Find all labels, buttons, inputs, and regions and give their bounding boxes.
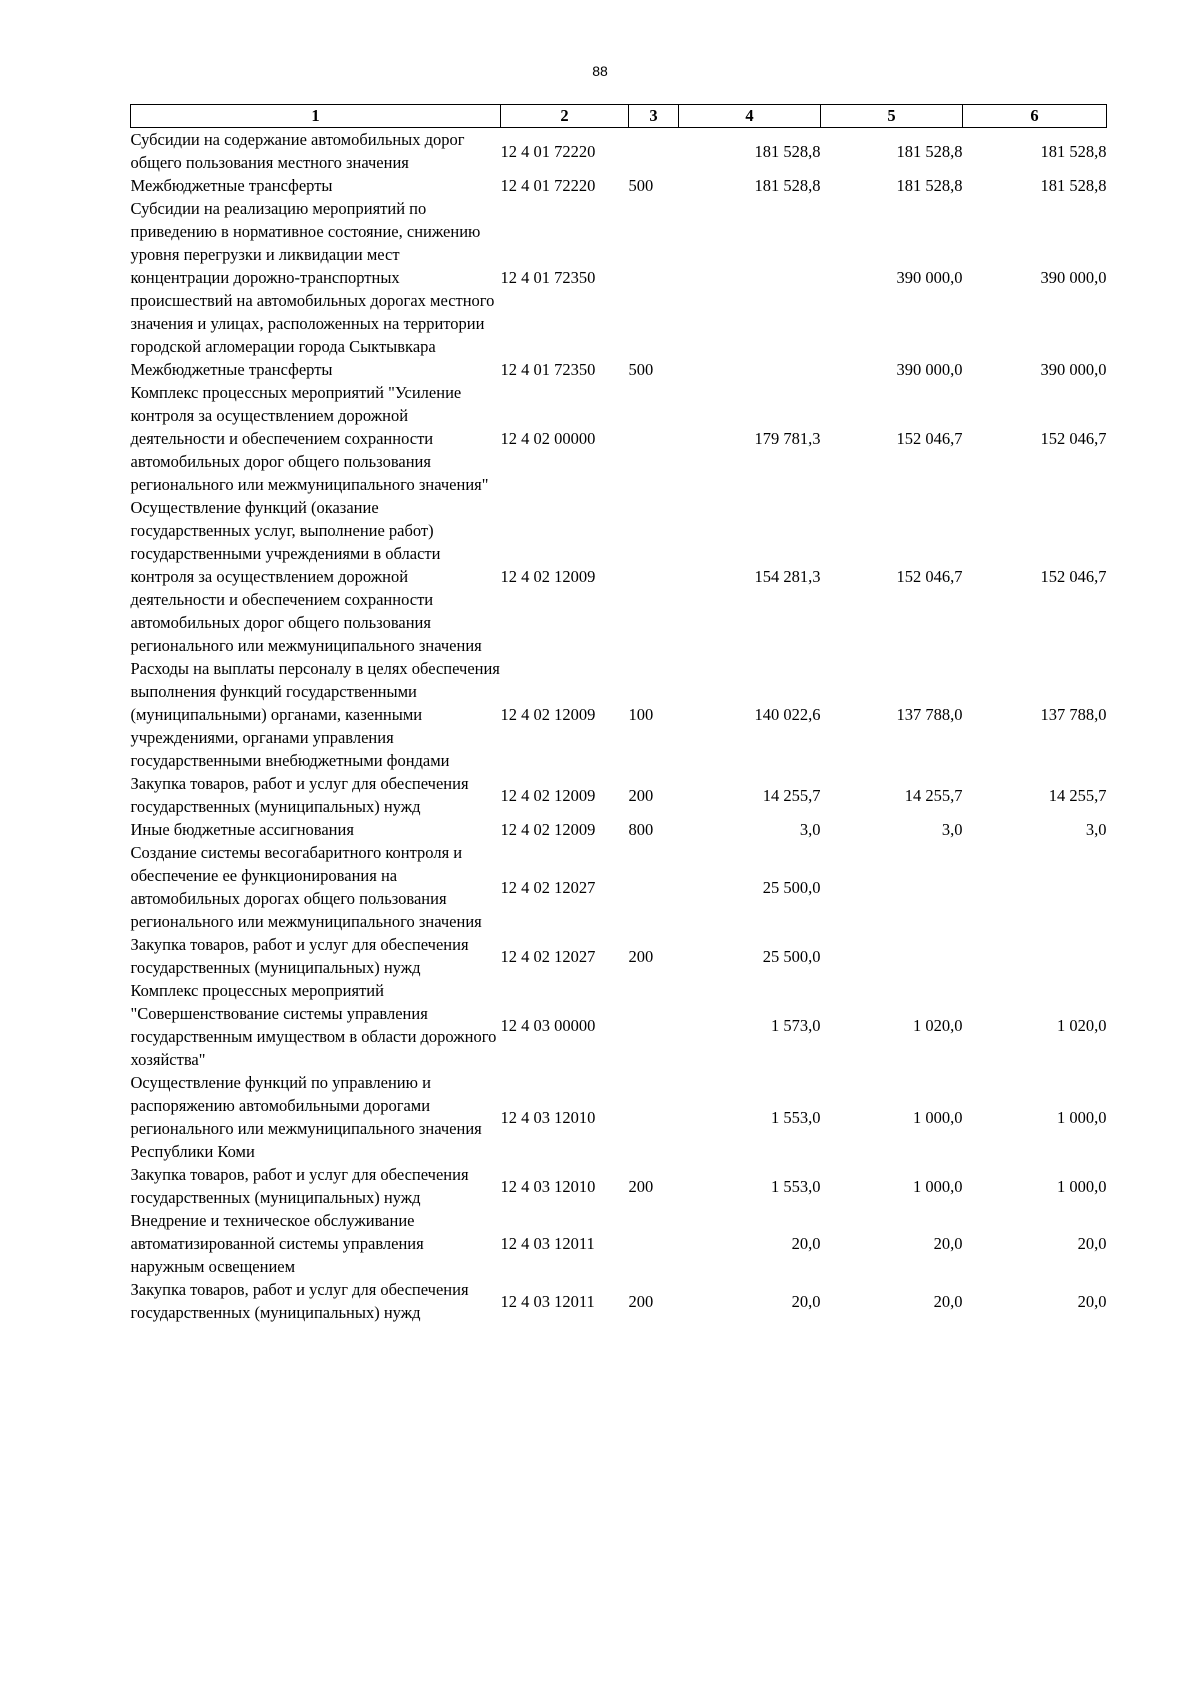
row-expense-type: 200 <box>628 785 654 805</box>
row-name: Межбюджетные трансферты <box>130 176 333 195</box>
row-value-col4 <box>679 197 821 358</box>
table-row <box>131 979 1107 1071</box>
table-row <box>131 358 1107 381</box>
row-name: Субсидии на содержание автомобильных дорог общего пользования местного значения <box>130 130 465 172</box>
row-code: 12 4 02 00000 <box>500 429 596 448</box>
row-name: Комплекс процессных мероприятий "Совершенствование системы управления государственным имуществом в области дорожного хозяйства" <box>130 981 497 1069</box>
row-value-col5: 152 046,7 <box>896 429 963 448</box>
row-value-col6: 152 046,7 <box>1040 429 1107 448</box>
row-value-col5: 137 788,0 <box>896 705 963 724</box>
column-header-1: 1 <box>131 105 501 128</box>
row-value-col5: 390 000,0 <box>896 268 963 287</box>
row-expense-type: 100 <box>628 705 654 724</box>
table-row <box>131 197 1107 358</box>
row-code: 12 4 02 12009 <box>500 785 596 805</box>
column-header-3: 3 <box>629 105 679 128</box>
row-code: 12 4 01 72350 <box>500 268 596 287</box>
row-code: 12 4 02 12009 <box>500 705 596 724</box>
row-value-col6 <box>963 841 1107 933</box>
row-code: 12 4 02 12027 <box>500 877 596 897</box>
row-value-col4 <box>679 358 821 381</box>
row-value-col5: 181 528,8 <box>896 176 963 195</box>
row-expense-type <box>629 1071 679 1163</box>
row-value-col6: 181 528,8 <box>1040 141 1107 161</box>
row-name: Иные бюджетные ассигнования <box>130 820 354 839</box>
table-row <box>131 818 1107 841</box>
row-value-col6: 1 000,0 <box>1057 1176 1107 1196</box>
row-value-col6: 3,0 <box>1085 820 1107 839</box>
row-expense-type <box>629 979 679 1071</box>
table-row <box>131 657 1107 772</box>
table-row <box>131 1209 1107 1278</box>
row-value-col6: 390 000,0 <box>1040 360 1107 379</box>
row-code: 12 4 03 00000 <box>500 1015 596 1035</box>
row-code: 12 4 03 12010 <box>500 1107 596 1127</box>
row-value-col6: 20,0 <box>1077 1291 1107 1311</box>
page-number: 88 <box>592 63 608 79</box>
row-value-col6: 14 255,7 <box>1048 785 1107 805</box>
table-row <box>131 381 1107 496</box>
row-value-col4: 179 781,3 <box>754 429 821 448</box>
row-name: Закупка товаров, работ и услуг для обеспечения государственных (муниципальных) нужд <box>130 1280 469 1322</box>
row-expense-type: 500 <box>628 360 654 379</box>
row-value-col4: 25 500,0 <box>762 946 821 966</box>
column-header-6: 6 <box>963 105 1107 128</box>
row-value-col4: 25 500,0 <box>762 877 821 897</box>
table-body <box>131 128 1107 1325</box>
row-code: 12 4 02 12027 <box>500 946 596 966</box>
row-expense-type <box>629 841 679 933</box>
row-value-col5: 390 000,0 <box>896 360 963 379</box>
row-name: Создание системы весогабаритного контроля и обеспечение ее функционирования на автомобильных дорогах общего пользования регионального или межмуниципального значения <box>130 843 482 931</box>
row-code: 12 4 02 12009 <box>500 567 596 586</box>
row-value-col5: 14 255,7 <box>904 785 963 805</box>
row-value-col6: 20,0 <box>1077 1234 1107 1253</box>
row-value-col4: 181 528,8 <box>754 141 821 161</box>
row-value-col4: 20,0 <box>791 1234 821 1253</box>
row-value-col4: 154 281,3 <box>754 567 821 586</box>
table-row <box>131 496 1107 657</box>
row-value-col6: 137 788,0 <box>1040 705 1107 724</box>
row-name: Осуществление функций по управлению и распоряжению автомобильными дорогами регионального или межмуниципального значения Республики Коми <box>130 1073 482 1161</box>
row-name: Закупка товаров, работ и услуг для обеспечения государственных (муниципальных) нужд <box>130 774 469 816</box>
row-code: 12 4 02 12009 <box>500 820 596 839</box>
table-row <box>131 933 1107 979</box>
row-value-col5: 181 528,8 <box>896 141 963 161</box>
row-code: 12 4 03 12011 <box>500 1291 595 1311</box>
row-expense-type: 200 <box>628 1176 654 1196</box>
row-value-col4: 3,0 <box>799 820 821 839</box>
row-value-col6: 152 046,7 <box>1040 567 1107 586</box>
row-name: Осуществление функций (оказание государственных услуг, выполнение работ) государственными учреждениями в области контроля за осуществлением дорожной деятельности и обеспечением сохранности автомобильных дорог общего пользования регионального или межмуниципального значения <box>130 498 482 655</box>
row-expense-type: 200 <box>628 946 654 966</box>
row-value-col6: 1 000,0 <box>1057 1107 1107 1127</box>
row-name: Субсидии на реализацию мероприятий по приведению в нормативное состояние, снижению уровня перегрузки и ликвидации мест концентрации дорожно-транспортных происшествий на автомобильных дорогах местного значения и улицах, расположенных на территории городской агломерации города Сыктывкара <box>130 199 495 356</box>
row-expense-type <box>629 496 679 657</box>
row-code: 12 4 01 72220 <box>500 176 596 195</box>
row-name: Закупка товаров, работ и услуг для обеспечения государственных (муниципальных) нужд <box>130 935 469 977</box>
row-expense-type: 500 <box>628 176 654 195</box>
column-header-2: 2 <box>501 105 629 128</box>
row-name: Межбюджетные трансферты <box>130 360 333 379</box>
row-value-col4: 20,0 <box>791 1291 821 1311</box>
row-value-col5 <box>821 933 963 979</box>
row-expense-type <box>629 381 679 496</box>
row-value-col6: 390 000,0 <box>1040 268 1107 287</box>
row-value-col5: 1 020,0 <box>913 1015 963 1035</box>
row-code: 12 4 01 72350 <box>500 360 596 379</box>
row-expense-type <box>629 128 679 175</box>
row-name: Расходы на выплаты персоналу в целях обеспечения выполнения функций государственными (муниципальными) органами, казенными учреждениями, органами управления государственными внебюджетными фондами <box>130 659 500 770</box>
table-row <box>131 128 1107 175</box>
row-code: 12 4 03 12010 <box>500 1176 596 1196</box>
row-name: Закупка товаров, работ и услуг для обеспечения государственных (муниципальных) нужд <box>130 1165 469 1207</box>
row-value-col6: 1 020,0 <box>1057 1015 1107 1035</box>
column-header-5: 5 <box>821 105 963 128</box>
table-row <box>131 1071 1107 1163</box>
row-expense-type: 200 <box>628 1291 654 1311</box>
row-value-col4: 14 255,7 <box>762 785 821 805</box>
header-row <box>131 105 1107 128</box>
row-name: Внедрение и техническое обслуживание автоматизированной системы управления наружным освещением <box>130 1211 424 1276</box>
budget-table <box>130 104 1107 1324</box>
row-value-col5: 20,0 <box>933 1234 963 1253</box>
row-expense-type: 800 <box>628 820 654 839</box>
row-value-col5: 3,0 <box>941 820 963 839</box>
row-value-col4: 181 528,8 <box>754 176 821 195</box>
row-value-col6: 181 528,8 <box>1040 176 1107 195</box>
row-code: 12 4 03 12011 <box>500 1234 595 1253</box>
row-expense-type <box>629 1209 679 1278</box>
table-row <box>131 841 1107 933</box>
row-value-col6 <box>963 933 1107 979</box>
row-value-col5: 20,0 <box>933 1291 963 1311</box>
row-expense-type <box>629 197 679 358</box>
row-value-col5 <box>821 841 963 933</box>
row-value-col4: 1 553,0 <box>771 1107 821 1127</box>
row-value-col5: 1 000,0 <box>913 1107 963 1127</box>
table-row <box>131 772 1107 818</box>
row-value-col4: 140 022,6 <box>754 705 821 724</box>
row-value-col4: 1 573,0 <box>771 1015 821 1035</box>
row-name: Комплекс процессных мероприятий "Усиление контроля за осуществлением дорожной деятельности и обеспечением сохранности автомобильных дорог общего пользования регионального или межмуниципального значения" <box>130 383 489 494</box>
table-row <box>131 1278 1107 1324</box>
row-value-col5: 152 046,7 <box>896 567 963 586</box>
column-header-4: 4 <box>679 105 821 128</box>
row-code: 12 4 01 72220 <box>500 141 596 161</box>
table-row <box>131 174 1107 197</box>
row-value-col5: 1 000,0 <box>913 1176 963 1196</box>
row-value-col4: 1 553,0 <box>771 1176 821 1196</box>
table-row <box>131 1163 1107 1209</box>
